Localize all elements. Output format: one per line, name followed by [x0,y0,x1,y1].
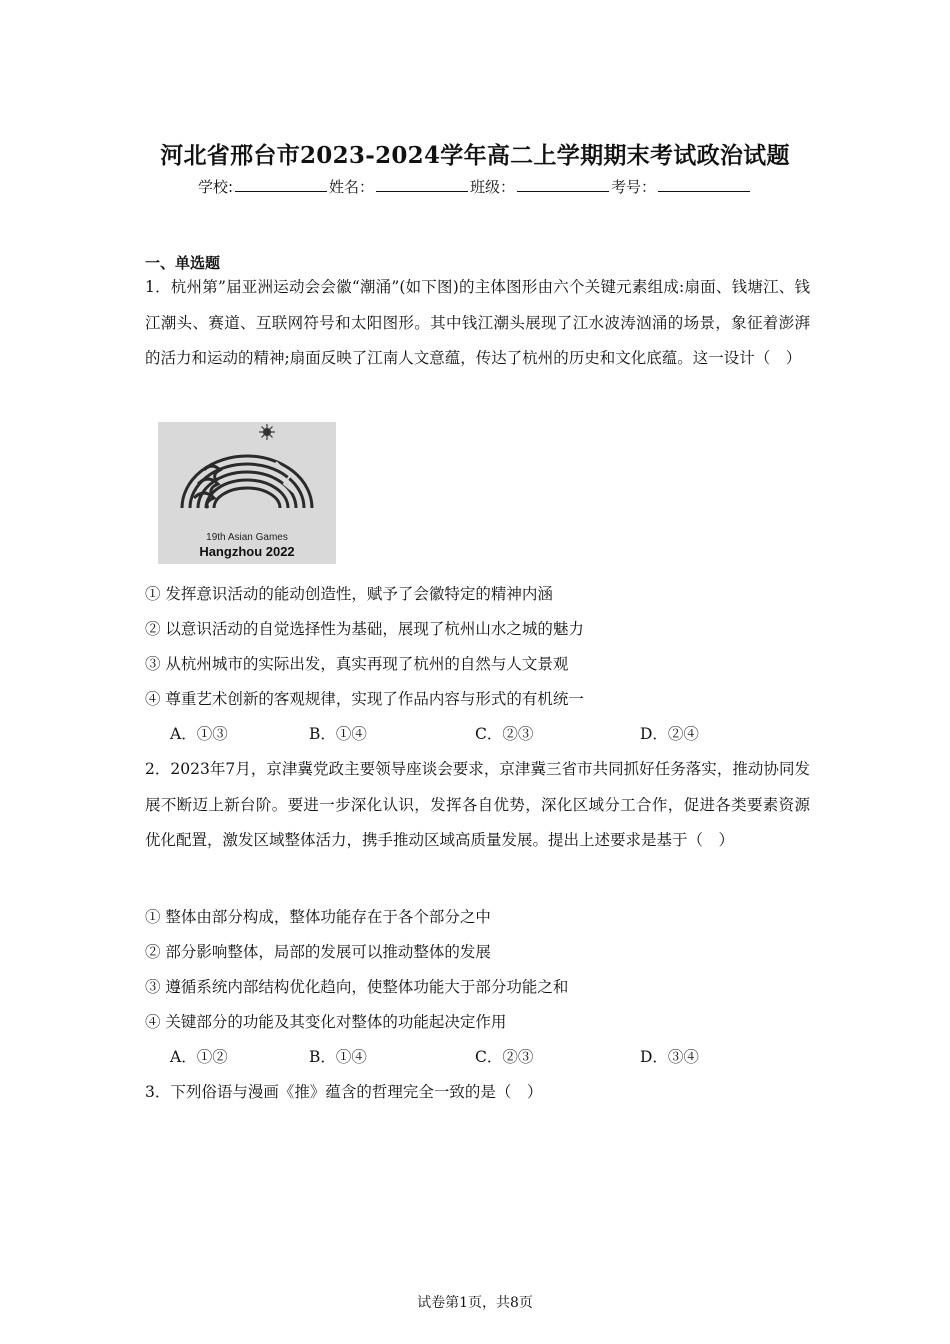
school-label: 学校: [197,178,233,196]
question-1-option-2: ② 以意识活动的自觉选择性为基础，展现了杭州山水之城的魅力 [145,620,584,638]
choice-d[interactable]: D．②④ [640,725,699,743]
asian-games-logo [158,422,336,564]
name-blank[interactable] [376,177,468,192]
question-1-option-4: ④ 尊重艺术创新的客观规律，实现了作品内容与形式的有机统一 [145,690,584,708]
question-2-option-1: ① 整体由部分构成，整体功能存在于各个部分之中 [145,908,491,926]
section-title: 一、单选题 [145,254,221,272]
page-footer: 试卷第1页，共8页 [417,1295,533,1311]
question-2-stem: 2．2023年7月，京津冀党政主要领导座谈会要求，京津冀三省市共同抓好任务落实，推动协同发展不断迈上新台阶。要进一步深化认识，发挥各自优势，深化区域分工合作，促进各类要素资源优化配置，激发区域整体活力，携手推动区域高质量发展。提出上述要求是基于（ ） [145,760,810,849]
question-3-stem: 3．下列俗语与漫画《推》蕴含的哲理完全一致的是（ ） [145,1083,543,1101]
question-1-option-3: ③ 从杭州城市的实际出发，真实再现了杭州的自然与人文景观 [145,655,569,673]
class-label: 班级： [470,178,516,196]
number-label: 考号： [611,178,657,196]
logo-line-2: Hangzhou 2022 [199,544,295,559]
choice-c[interactable]: C．②③ [475,725,534,743]
question-2-option-2: ② 部分影响整体，局部的发展可以推动整体的发展 [145,943,491,961]
question-1-option-1: ① 发挥意识活动的能动创造性，赋予了会徽特定的精神内涵 [145,585,553,603]
question-2-option-3: ③ 遵循系统内部结构优化趋向，使整体功能大于部分功能之和 [145,978,569,996]
page-title: 河北省邢台市2023-2024学年高二上学期期末考试政治试题 [160,142,790,169]
school-blank[interactable] [235,177,327,192]
choice-b[interactable]: B．①④ [309,725,367,743]
class-blank[interactable] [517,177,609,192]
student-info-line [0,176,950,197]
question-1-stem: 1．杭州第”届亚洲运动会会徽“潮涌”(如下图)的主体图形由六个关键元素组成:扇面、钱塘江、钱江潮头、赛道、互联网符号和太阳图形。其中钱江潮头展现了江水波涛汹涌的场景，象征着澎湃的活力和运动的精神;扇面反映了江南人文意蕴，传达了杭州的历史和文化底蕴。这一设计（ ） [145,278,811,367]
choice-d[interactable]: D．③④ [640,1048,699,1066]
logo-line-1: 19th Asian Games [206,532,288,543]
number-blank[interactable] [658,177,750,192]
choice-c[interactable]: C．②③ [475,1048,534,1066]
asian-games-emblem-icon [158,422,336,564]
name-label: 姓名： [329,178,375,196]
choice-a[interactable]: A．①③ [170,725,228,743]
question-2-option-4: ④ 关键部分的功能及其变化对整体的功能起决定作用 [145,1013,507,1031]
choice-a[interactable]: A．①② [170,1048,228,1066]
choice-b[interactable]: B．①④ [309,1048,367,1066]
